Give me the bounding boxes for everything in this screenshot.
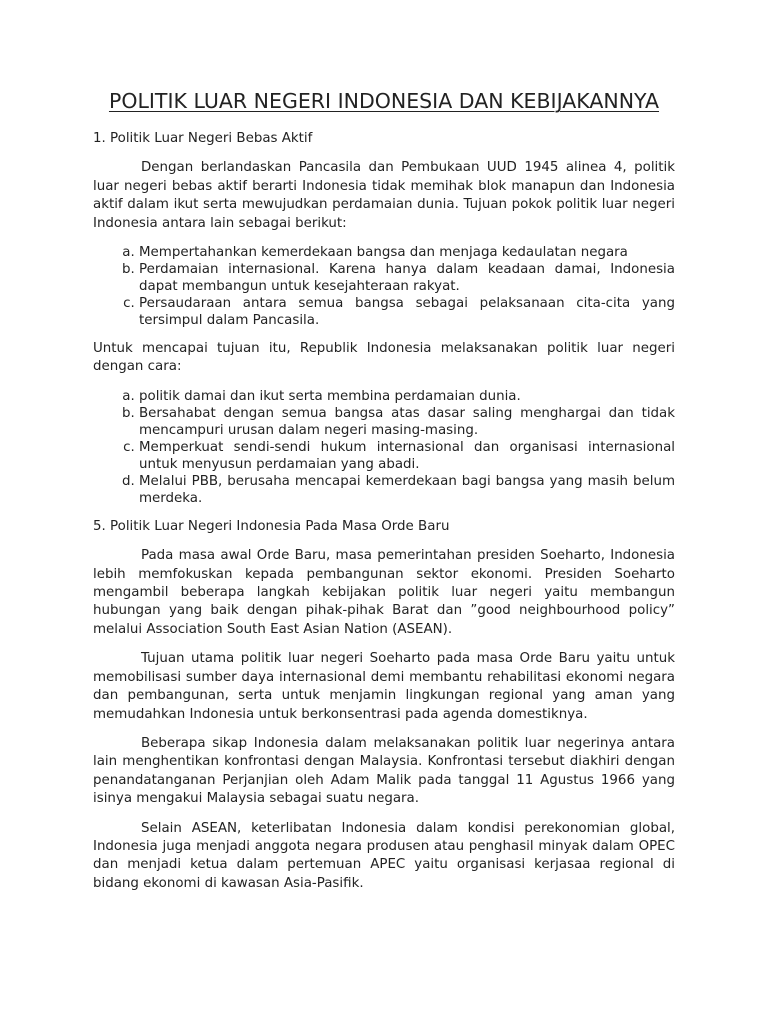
document-page [93, 86, 675, 904]
paragraph: Tujuan utama politik luar negeri Soeharto pada masa Orde Baru yaitu untuk memobilisasi sumber daya internasional demi membantu rehabilitasi ekonomi negara dan pembangunan, serta untuk menjamin lingkungan regional yang aman yang memudahkan Indonesia untuk berkonsentrasi pada agenda domestiknya. [93, 651, 675, 722]
list-item: c. Memperkuat sendi-sendi hukum internasional dan organisasi internasional untuk menyusun perdamaian yang abadi. [139, 439, 675, 473]
list-item: b. Perdamaian internasional. Karena hanya dalam keadaan damai, Indonesia dapat membangun untuk kesejahteraan rakyat. [139, 261, 675, 295]
section-heading-1: 1. Politik Luar Negeri Bebas Aktif [93, 131, 313, 146]
list-item: a. Mempertahankan kemerdekaan bangsa dan menjaga kedaulatan negara [139, 244, 675, 261]
goals-list [93, 244, 675, 329]
list-item: a. politik damai dan ikut serta membina perdamaian dunia. [139, 388, 675, 405]
list-item: c. Persaudaraan antara semua bangsa sebagai pelaksanaan cita-cita yang tersimpul dalam Pancasila. [139, 295, 675, 329]
paragraph: Untuk mencapai tujuan itu, Republik Indonesia melaksanakan politik luar negeri dengan cara: [93, 341, 675, 375]
paragraph: Beberapa sikap Indonesia dalam melaksanakan politik luar negerinya antara lain menghentikan konfrontasi dengan Malaysia. Konfrontasi tersebut diakhiri dengan penandatanganan Perjanjian oleh Adam Malik pada tanggal 11 Agustus 1966 yang isinya mengakui Malaysia sebagai suatu negara. [93, 735, 675, 807]
paragraph: Dengan berlandaskan Pancasila dan Pembukaan UUD 1945 alinea 4, politik luar negeri bebas aktif berarti Indonesia tidak memihak blok manapun dan Indonesia aktif dalam ikut serta mewujudkan perdamaian dunia. Tujuan pokok politik luar negeri Indonesia antara lain sebagai berikut: [93, 160, 675, 231]
document-title: POLITIK LUAR NEGERI INDONESIA DAN KEBIJAKANNYA [108, 89, 660, 113]
paragraph: Selain ASEAN, keterlibatan Indonesia dalam kondisi perekonomian global, Indonesia juga menjadi anggota negara produsen atau penghasil minyak dalam OPEC dan menjadi ketua dalam pertemuan APEC yaitu organisasi kerjasaa regional di bidang ekonomi di kawasan Asia-Pasifik. [93, 820, 675, 891]
paragraph: Pada masa awal Orde Baru, masa pemerintahan presiden Soeharto, Indonesia lebih memfokuskan kepada pembangunan sektor ekonomi. Presiden Soeharto mengambil beberapa langkah kebijakan politik luar negeri yaitu membangun hubungan yang baik dengan pihak-pihak Barat dan ”good neighbourhood policy” melalui Association South East Asian Nation (ASEAN). [93, 548, 675, 637]
methods-list [93, 388, 675, 507]
list-item: d. Melalui PBB, berusaha mencapai kemerdekaan bagi bangsa yang masih belum merdeka. [139, 473, 675, 507]
list-item: b. Bersahabat dengan semua bangsa atas dasar saling menghargai dan tidak mencampuri urusan dalam negeri masing-masing. [139, 405, 675, 439]
section-heading-5: 5. Politik Luar Negeri Indonesia Pada Masa Orde Baru [93, 518, 450, 534]
